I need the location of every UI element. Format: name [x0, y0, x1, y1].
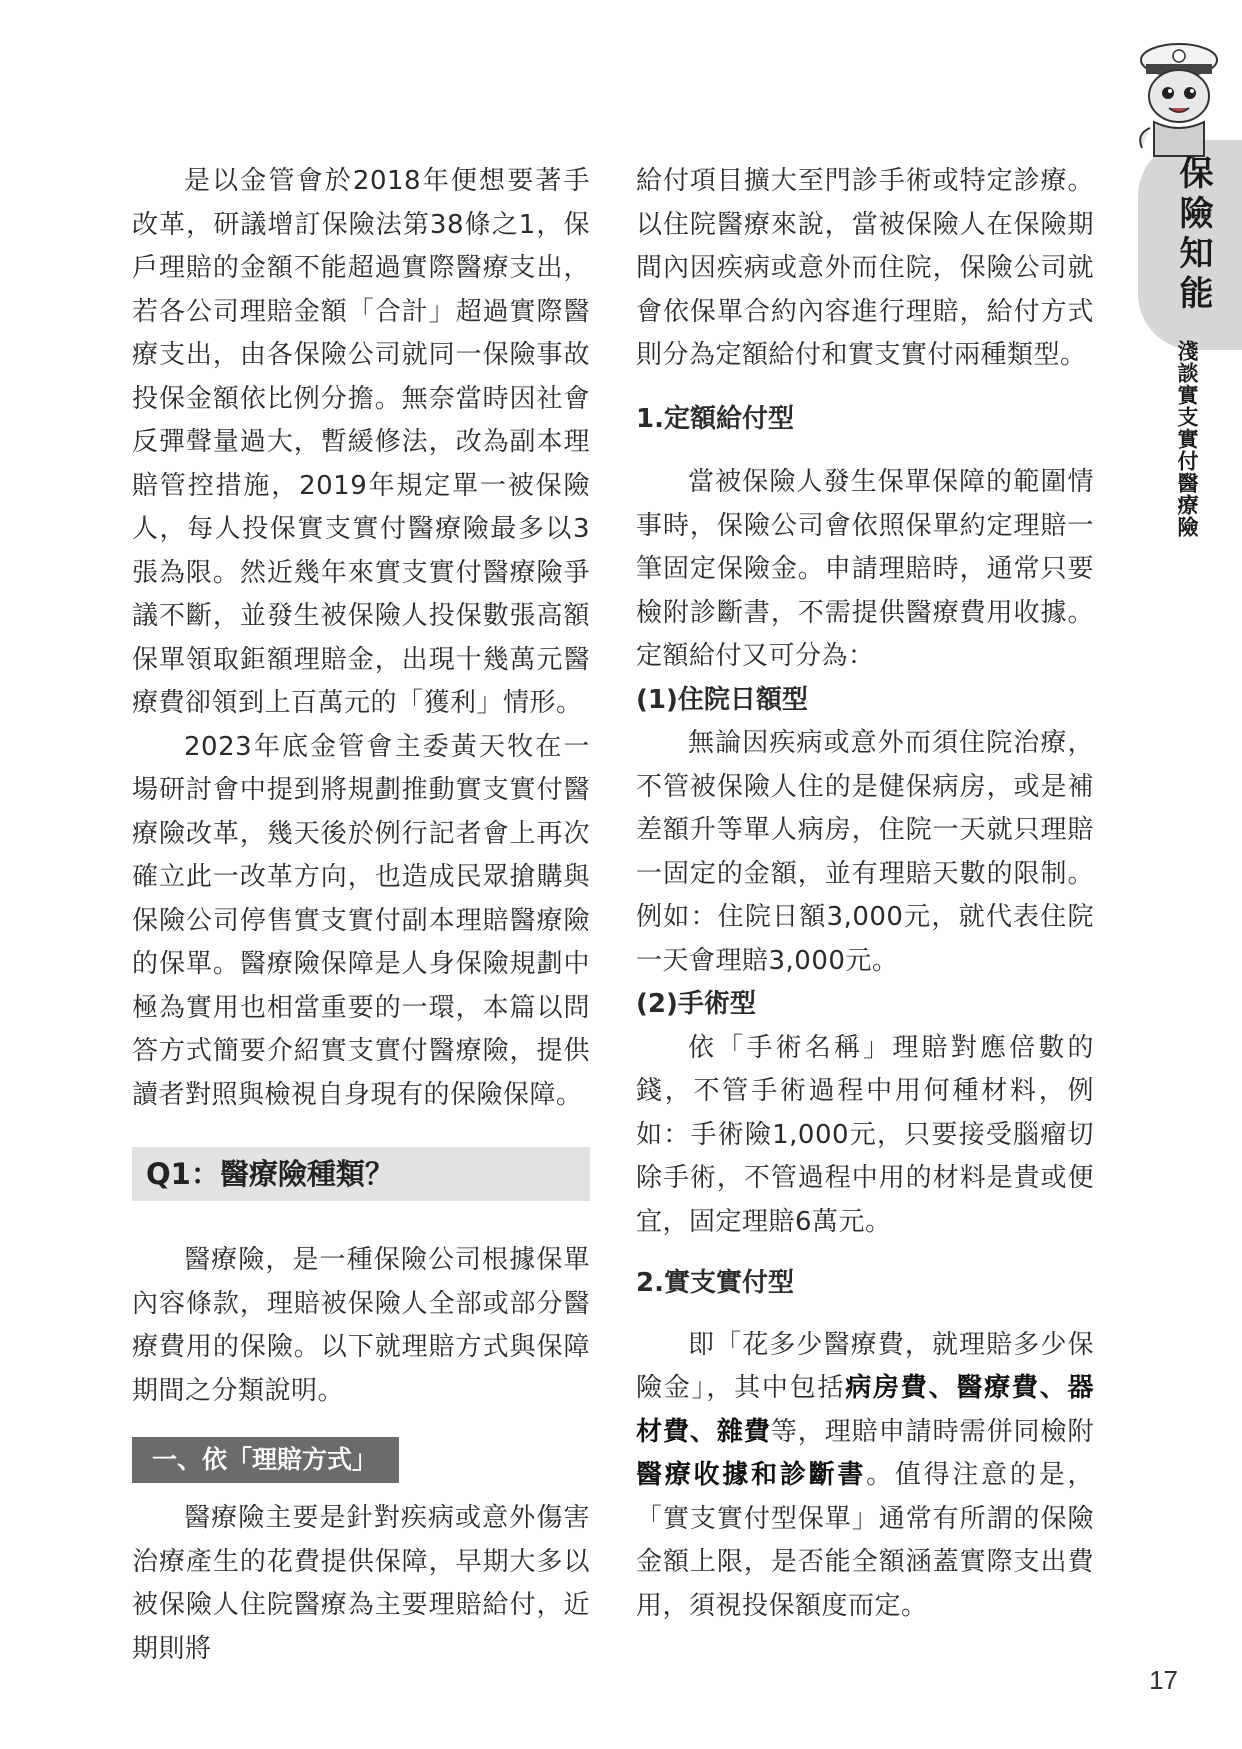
paragraph: 無論因疾病或意外而須住院治療，不管被保險人住的是健保病房，或是補差額升等單人病房，住院一天就只理賠一固定的金額，並有理賠天數的限制。例如：住院日額3,000元，就代表住院一天會理賠3,000元。: [636, 728, 1094, 976]
text-run: 。值得注意的是，「實支實付型保單」通常有所謂的保險金額上限，是否能全額涵蓋實際支出費用，須視投保額度而定。: [636, 1460, 1094, 1621]
section-heading: 2.實支實付型: [636, 1268, 794, 1298]
paragraph: [636, 1324, 1094, 1629]
police-mascot-icon: [1124, 38, 1234, 158]
subsection-heading: (2)手術型: [636, 989, 756, 1019]
paragraph: 是以金管會於2018年便想要著手改革，研議增訂保險法第38條之1，保戶理賠的金額不能超過實際醫療支出，若各公司理賠金額「合計」超過實際醫療支出，由各保險公司就同一保險事故投保金額依比例分擔。無奈當時因社會反彈聲量過大，暫緩修法，改為副本理賠管控措施，2019年規定單一被保險人，每人投保實支實付醫療險最多以3張為限。然近幾年來實支實付醫療險爭議不斷，並發生被保險人投保數張高額保單領取鉅額理賠金，出現十幾萬元醫療費卻領到上百萬元的「獲利」情形。: [132, 166, 590, 718]
paragraph: 醫療險主要是針對疾病或意外傷害治療產生的花費提供保障，早期大多以被保險人住院醫療為主要理賠給付，近期則將: [132, 1503, 590, 1664]
emphasis: 病房費、醫療費、器材費、雜費: [636, 1373, 1094, 1447]
subsection-heading: 一、依「理賠方式」: [132, 1437, 399, 1483]
text-run: 即「花多少醫療費，就理賠多少保險金」，其中包括: [636, 1329, 1094, 1403]
paragraph: 當被保險人發生保單保障的範圍情事時，保險公司會依照保單約定理賠一筆固定保險金。申請理賠時，通常只要檢附診斷書，不需提供醫療費用收據。定額給付又可分為：: [636, 467, 1094, 671]
article-side-label: 淺談實支實付醫療險: [1175, 340, 1199, 538]
paragraph: 給付項目擴大至門診手術或特定診療。以住院醫療來說，當被保險人在保險期間內因疾病或意外而住院，保險公司就會依保單合約內容進行理賠，給付方式則分為定額給付和實支實付兩種類型。: [636, 166, 1094, 370]
section-heading: 1.定額給付型: [636, 403, 794, 434]
section-tab-title: 保險知能: [1173, 155, 1213, 315]
left-column: [132, 160, 590, 1671]
paragraph: 依「手術名稱」理賠對應倍數的錢，不管手術過程中用何種材料，例如：手術險1,000元，只要接受腦瘤切除手術，不管過程中用的材料是貴或便宜，固定理賠6萬元。: [636, 1032, 1094, 1237]
paragraph: 醫療險，是一種保險公司根據保單內容條款，理賠被保險人全部或部分醫療費用的保險。以下就理賠方式與保障期間之分類說明。: [132, 1245, 590, 1406]
subsection-heading: (1)住院日額型: [636, 684, 808, 715]
right-column: [636, 160, 1094, 1628]
text-run: 等，理賠申請時需併同檢附: [770, 1416, 1094, 1447]
paragraph: 2023年底金管會主委黃天牧在一場研討會中提到將規劃推動實支實付醫療險改革，幾天後於例行記者會上再次確立此一改革方向，也造成民眾搶購與保險公司停售實支實付副本理賠醫療險的保單。醫療險保障是人身保險規劃中極為實用也相當重要的一環，本篇以問答方式簡要介紹實支實付醫療險，提供讀者對照與檢視自身現有的保險保障。: [132, 731, 590, 1110]
page-number: 17: [1149, 1665, 1178, 1695]
question-heading: Q1：醫療險種類？: [132, 1147, 590, 1201]
emphasis: 醫療收據和診斷書: [636, 1460, 867, 1490]
